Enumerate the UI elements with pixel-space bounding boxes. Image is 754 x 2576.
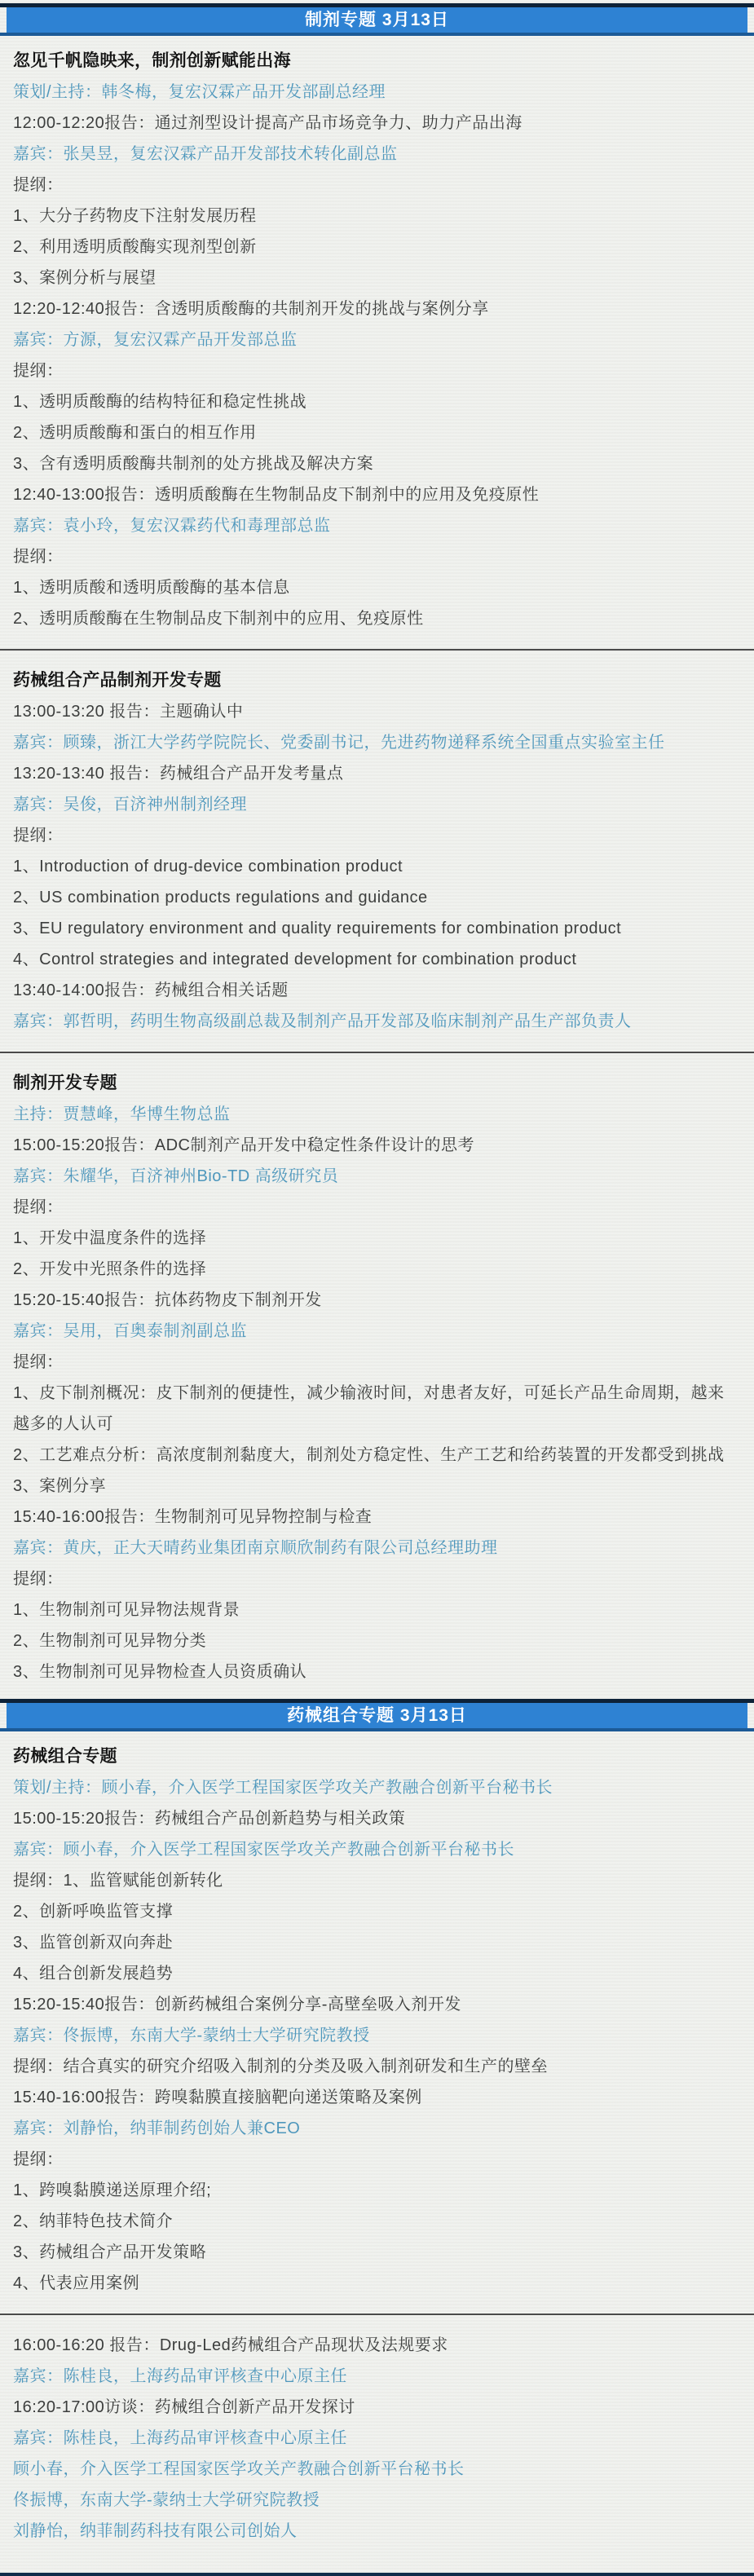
section-divider [0,2314,754,2315]
agenda-line: 提纲：结合真实的研究介绍吸入制剂的分类及吸入制剂研发和生产的壁垒 [13,2058,548,2075]
agenda-line: 3、监管创新双向奔赴 [13,1934,174,1952]
agenda-line: 3、含有透明质酸酶共制剂的处方挑战及解决方案 [13,455,374,473]
section-banner-title: 药械组合专题 3月13日 [7,1703,747,1728]
session-heading: 制剂开发专题 [13,1074,117,1092]
speaker-line: 嘉宾：黄庆，正大天晴药业集团南京顺欣制药有限公司总经理助理 [13,1539,498,1557]
session-heading: 忽见千帆隐映来，制剂创新赋能出海 [13,51,291,70]
section-divider [0,1052,754,1053]
agenda-line: 2、生物制剂可见异物分类 [13,1632,207,1650]
agenda-line: 16:20-17:00访谈：药械组合创新产品开发探讨 [13,2398,355,2416]
agenda-line: 2、纳菲特色技术简介 [13,2212,174,2230]
agenda-line: 12:00-12:20报告：通过剂型设计提高产品市场竞争力、助力产品出海 [13,114,523,132]
speaker-line: 嘉宾：袁小玲，复宏汉霖药代和毒理部总监 [13,517,331,535]
agenda-line: 4、代表应用案例 [13,2274,140,2292]
agenda-line: 提纲： [13,176,64,194]
speaker-line: 顾小春，介入医学工程国家医学攻关产教融合创新平台秘书长 [13,2460,465,2478]
agenda-line: 15:40-16:00报告：跨嗅黏膜直接脑靶向递送策略及案例 [13,2089,422,2106]
agenda-line: 3、EU regulatory environment and quality requirements for combination product [13,920,622,937]
speaker-line: 嘉宾：陈桂良，上海药品审评核查中心原主任 [13,2429,347,2447]
agenda-line: 3、药械组合产品开发策略 [13,2243,207,2261]
speaker-line: 嘉宾：刘静怡，纳菲制药创始人兼CEO [13,2119,301,2137]
agenda-line: 1、透明质酸酶的结构特征和稳定性挑战 [13,393,307,411]
agenda-line: 1、透明质酸和透明质酸酶的基本信息 [13,579,290,597]
speaker-line: 策划/主持：顾小春，介入医学工程国家医学攻关产教融合创新平台秘书长 [13,1779,553,1797]
agenda-line: 提纲： [13,548,64,566]
speaker-line: 嘉宾：陈桂良，上海药品审评核查中心原主任 [13,2367,347,2385]
agenda-line: 16:00-16:20 报告：Drug-Led药械组合产品现状及法规要求 [13,2336,448,2354]
agenda-line: 1、开发中温度条件的选择 [13,1229,207,1247]
speaker-line: 策划/主持：韩冬梅，复宏汉霖产品开发部副总经理 [13,83,386,101]
agenda-line: 3、案例分析与展望 [13,269,157,287]
section-divider [0,649,754,651]
agenda-line: 2、工艺难点分析：高浓度制剂黏度大，制剂处方稳定性、生产工艺和给药装置的开发都受到挑战 [13,1446,725,1464]
session-heading: 药械组合产品制剂开发专题 [13,671,222,690]
agenda-line: 2、US combination products regulations and guidance [13,889,428,906]
speaker-line: 佟振博，东南大学-蒙纳士大学研究院教授 [13,2491,320,2509]
speaker-line: 嘉宾：顾臻，浙江大学药学院院长、党委副书记，先进药物递释系统全国重点实验室主任 [13,734,665,752]
section-banner-title: 制剂专题 3月13日 [7,7,747,33]
agenda-line: 2、创新呼唤监管支撑 [13,1903,174,1921]
agenda-line: 3、生物制剂可见异物检查人员资质确认 [13,1663,307,1681]
agenda-line: 12:20-12:40报告：含透明质酸酶的共制剂开发的挑战与案例分享 [13,300,489,318]
agenda-line: 2、透明质酸酶在生物制品皮下制剂中的应用、免疫原性 [13,610,424,628]
speaker-line: 嘉宾：朱耀华，百济神州Bio-TD 高级研究员 [13,1167,339,1185]
agenda-line: 15:20-15:40报告：创新药械组合案例分享-高壁垒吸入剂开发 [13,1996,461,2014]
speaker-line: 刘静怡，纳菲制药科技有限公司创始人 [13,2522,298,2540]
agenda-line: 提纲： [13,2150,64,2168]
section-banner [0,3,754,36]
speaker-line: 嘉宾：吴俊，百济神州制剂经理 [13,796,247,814]
section-banner [0,1699,754,1731]
speaker-line: 嘉宾：顾小春，介入医学工程国家医学攻关产教融合创新平台秘书长 [13,1841,514,1859]
agenda-line: 2、透明质酸酶和蛋白的相互作用 [13,424,257,442]
speaker-line: 嘉宾：郭哲明，药明生物高级副总裁及制剂产品开发部及临床制剂产品生产部负责人 [13,1012,632,1030]
agenda-line: 提纲：1、监管赋能创新转化 [13,1872,223,1890]
agenda-line: 1、Introduction of drug-device combination product [13,858,403,876]
agenda-line: 4、组合创新发展趋势 [13,1965,174,1983]
agenda-line: 提纲： [13,1198,64,1216]
agenda-line: 提纲： [13,1353,64,1371]
agenda-line: 15:00-15:20报告：ADC制剂产品开发中稳定性条件设计的思考 [13,1136,474,1154]
agenda-line: 13:40-14:00报告：药械组合相关话题 [13,981,289,999]
speaker-line: 嘉宾：张昊昱，复宏汉霖产品开发部技术转化副总监 [13,145,398,163]
speaker-line: 嘉宾：方源，复宏汉霖产品开发部总监 [13,331,298,349]
agenda-line: 15:00-15:20报告：药械组合产品创新趋势与相关政策 [13,1810,406,1828]
agenda-line: 15:40-16:00报告：生物制剂可见异物控制与检查 [13,1508,373,1526]
agenda-line: 1、大分子药物皮下注射发展历程 [13,207,257,225]
agenda-line: 4、Control strategies and integrated development for combination product [13,951,577,968]
agenda-line: 2、开发中光照条件的选择 [13,1260,207,1278]
agenda-line: 提纲： [13,827,64,845]
agenda-line: 13:00-13:20 报告：主题确认中 [13,703,244,721]
agenda-line: 2、利用透明质酸酶实现剂型创新 [13,238,257,256]
agenda-line: 1、皮下制剂概况：皮下制剂的便捷性，减少输液时间，对患者友好，可延长产品生命周期，越来越多的人认可 [13,1384,725,1433]
agenda-line: 15:20-15:40报告：抗体药物皮下制剂开发 [13,1291,322,1309]
session-heading: 药械组合专题 [13,1747,117,1766]
speaker-line: 嘉宾：佟振博，东南大学-蒙纳士大学研究院教授 [13,2027,370,2044]
agenda-line: 1、跨嗅黏膜递送原理介绍; [13,2181,212,2199]
agenda-line: 提纲： [13,362,64,380]
speaker-line: 嘉宾：吴用，百奥泰制剂副总监 [13,1322,247,1340]
agenda-line: 13:20-13:40 报告：药械组合产品开发考量点 [13,765,344,783]
agenda-line: 3、案例分享 [13,1477,107,1495]
agenda-line: 12:40-13:00报告：透明质酸酶在生物制品皮下制剂中的应用及免疫原性 [13,486,540,504]
cutoff-banner-border [0,2573,754,2576]
speaker-line: 主持：贾慧峰，华博生物总监 [13,1105,231,1123]
agenda-line: 提纲： [13,1570,64,1588]
agenda-line: 1、生物制剂可见异物法规背景 [13,1601,240,1619]
